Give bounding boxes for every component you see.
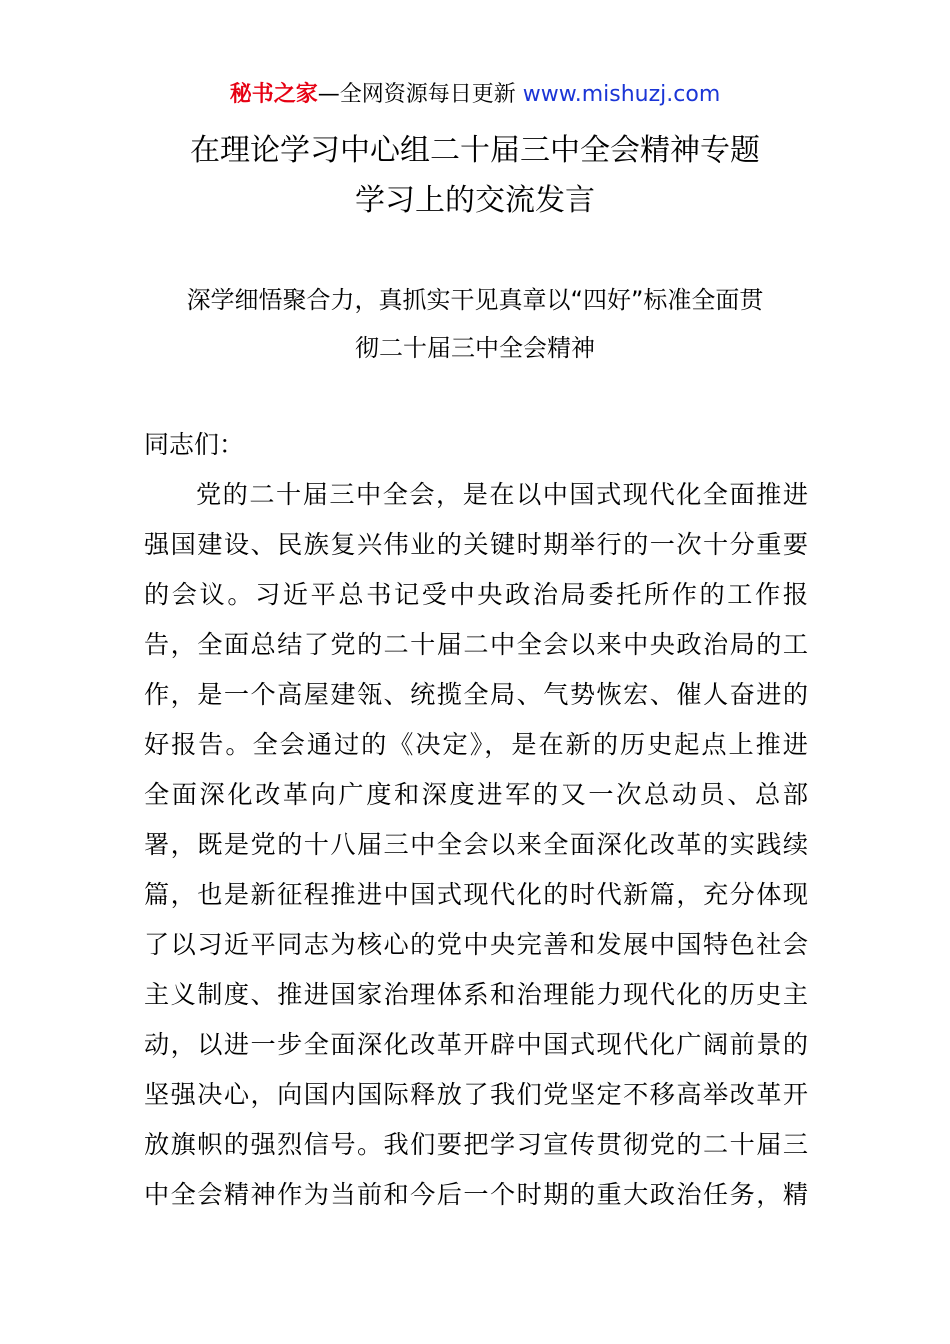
body-line: 署，既是党的十八届三中全会以来全面深化改革的实践续 xyxy=(144,830,808,859)
body-line: 告，全面总结了党的二十届二中全会以来中央政治局的工 xyxy=(144,630,808,659)
body-line: 好报告。全会通过的《决定》，是在新的历史起点上推进 xyxy=(144,730,808,759)
site-header xyxy=(0,78,950,112)
subtitle-line: 彻二十届三中全会精神 xyxy=(355,334,595,362)
brand-name: 秘书之家 xyxy=(229,82,318,107)
site-url-link[interactable]: www.mishuzj.com xyxy=(522,82,721,107)
document-title xyxy=(0,126,950,226)
body-line: 中全会精神作为当前和今后一个时期的重大政治任务，精 xyxy=(144,1180,808,1209)
greeting: 同志们： xyxy=(144,430,245,459)
header-slogan: —全网资源每日更新 xyxy=(317,82,523,107)
document-subtitle xyxy=(0,276,950,372)
body-line: 篇，也是新征程推进中国式现代化的时代新篇，充分体现 xyxy=(144,880,808,909)
body-line: 的会议。习近平总书记受中央政治局委托所作的工作报 xyxy=(144,580,808,609)
body-paragraph xyxy=(144,470,808,1220)
title-line: 在理论学习中心组二十届三中全会精神专题 xyxy=(190,133,760,168)
body-line: 强国建设、民族复兴伟业的关键时期举行的一次十分重要 xyxy=(144,530,808,559)
title-line: 学习上的交流发言 xyxy=(355,183,595,218)
body-line: 了以习近平同志为核心的党中央完善和发展中国特色社会 xyxy=(144,930,808,959)
body-line: 党的二十届三中全会，是在以中国式现代化全面推进 xyxy=(196,480,808,509)
body-line: 作，是一个高屋建瓴、统揽全局、气势恢宏、催人奋进的 xyxy=(144,680,808,709)
body-line: 全面深化改革向广度和深度进军的又一次总动员、总部 xyxy=(144,780,808,809)
subtitle-line: 深学细悟聚合力，真抓实干见真章以“四好”标准全面贯 xyxy=(186,286,764,314)
body-line: 主义制度、推进国家治理体系和治理能力现代化的历史主 xyxy=(144,980,808,1009)
body-line: 动，以进一步全面深化改革开辟中国式现代化广阔前景的 xyxy=(144,1030,808,1059)
body-line: 放旗帜的强烈信号。我们要把学习宣传贯彻党的二十届三 xyxy=(144,1130,808,1159)
body-line: 坚强决心，向国内国际释放了我们党坚定不移高举改革开 xyxy=(144,1080,808,1109)
